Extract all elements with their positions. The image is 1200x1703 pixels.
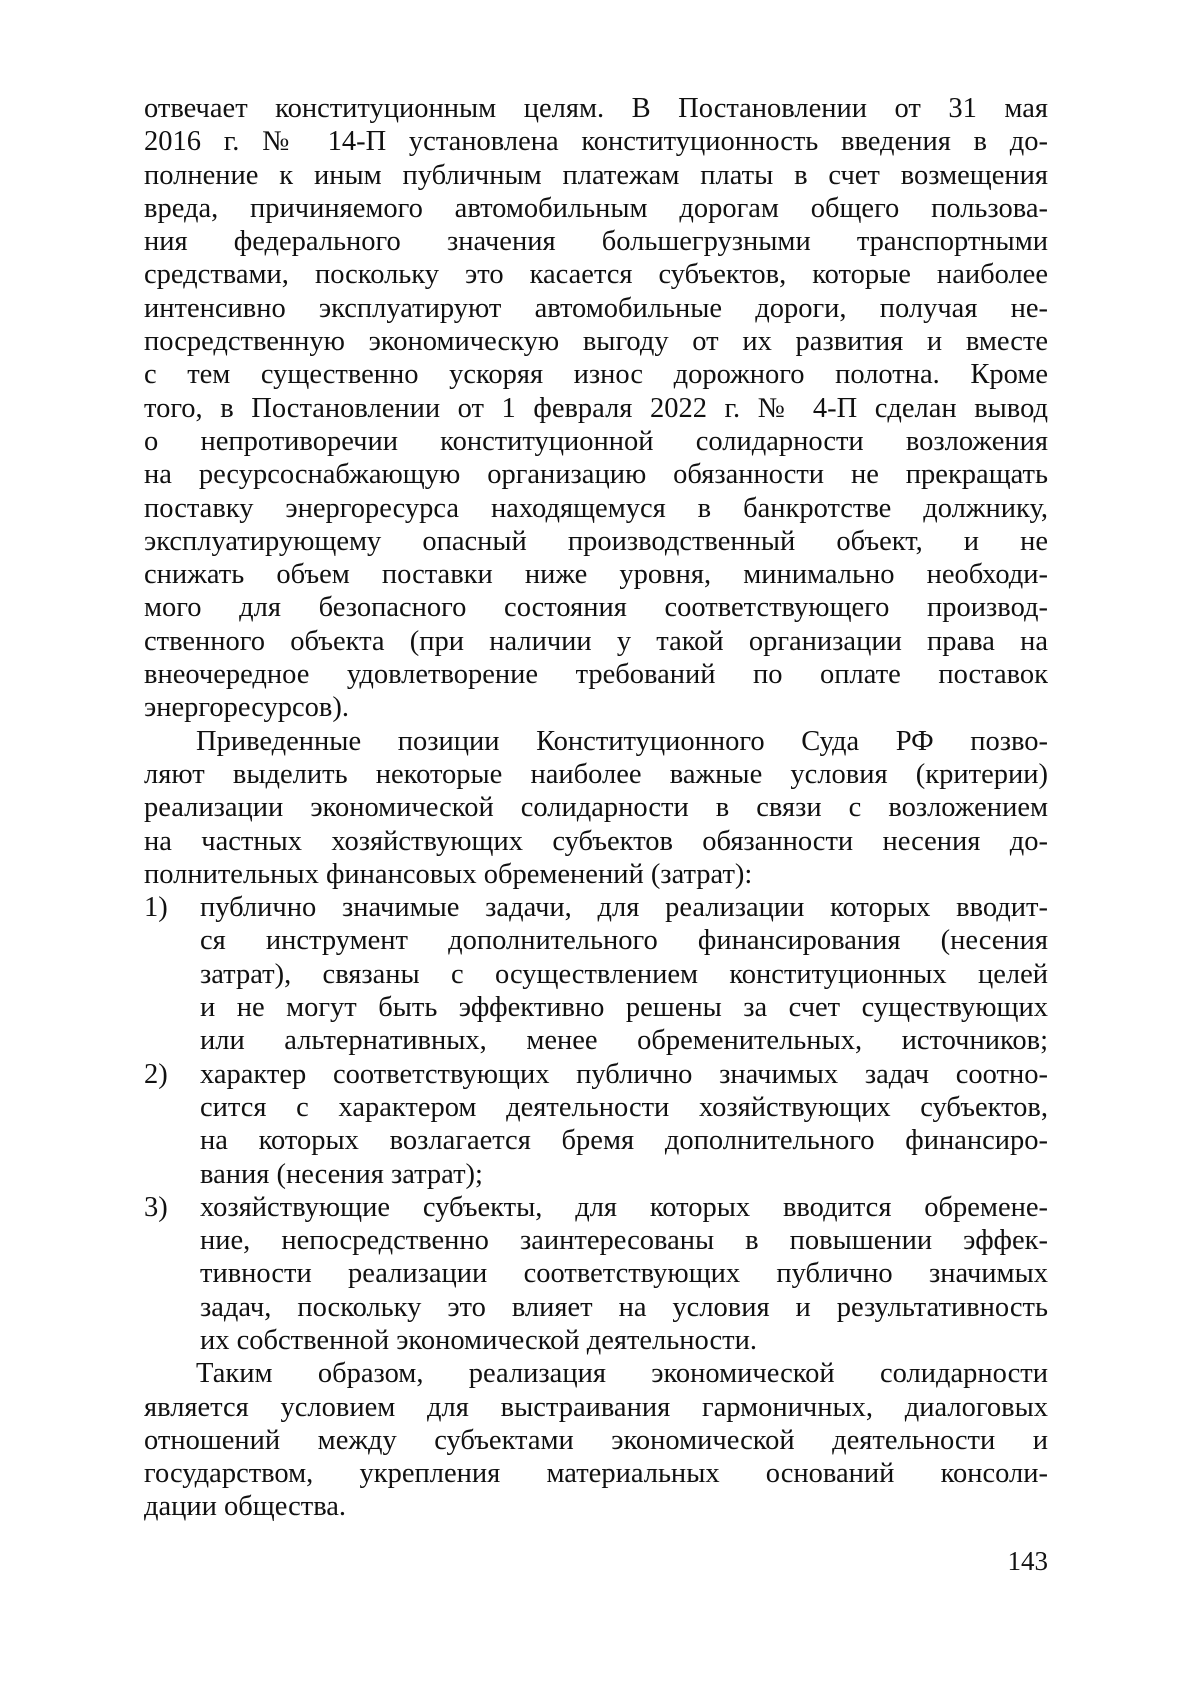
text-line: на ресурсоснабжающую организацию обязанности не прекращать (144, 458, 1048, 491)
list-number: 3) (144, 1191, 196, 1224)
text-line: интенсивно эксплуатируют автомобильные дороги, получая не- (144, 292, 1048, 325)
text-line: ся инструмент дополнительного финансирования (несения (200, 924, 1048, 957)
text-line: поставку энергоресурса находящемуся в банкротстве должнику, (144, 492, 1048, 525)
text-line: или альтернативных, менее обременительных, источников; (200, 1024, 1048, 1057)
text-line: того, в Постановлении от 1 февраля 2022 г. № 4-П сделан вывод (144, 392, 1048, 425)
text-line: и не могут быть эффективно решены за счет существующих (200, 991, 1048, 1024)
list-number: 2) (144, 1058, 196, 1091)
text-line: вания (несения затрат); (200, 1158, 1048, 1191)
text-line: снижать объем поставки ниже уровня, минимально необходи- (144, 558, 1048, 591)
text-line: энергоресурсов). (144, 691, 1048, 724)
text-line: является условием для выстраивания гармоничных, диалоговых (144, 1391, 1048, 1424)
text-line: государством, укрепления материальных оснований консоли- (144, 1457, 1048, 1490)
text-line: о непротиворечии конституционной солидарности возложения (144, 425, 1048, 458)
text-line: эксплуатирующему опасный производственный объект, и не (144, 525, 1048, 558)
text-line: полнительных финансовых обременений (затрат): (144, 858, 1048, 891)
text-line: отвечает конституционным целям. В Постановлении от 31 мая (144, 92, 1048, 125)
list-item-text (200, 1191, 1048, 1357)
text-line: затрат), связаны с осуществлением конституционных целей (200, 958, 1048, 991)
list-item-text (200, 891, 1048, 1057)
list-item-text (200, 1058, 1048, 1191)
text-line: тивности реализации соответствующих публично значимых (200, 1257, 1048, 1290)
text-line: сится с характером деятельности хозяйствующих субъектов, (200, 1091, 1048, 1124)
text-line: вреда, причиняемого автомобильным дорогам общего пользова- (144, 192, 1048, 225)
text-line: характер соответствующих публично значимых задач соотно- (200, 1058, 1048, 1091)
text-line: ственного объекта (при наличии у такой организации права на (144, 625, 1048, 658)
text-line: их собственной экономической деятельности. (200, 1324, 1048, 1357)
text-line: дации общества. (144, 1490, 1048, 1523)
text-line: на частных хозяйствующих субъектов обязанности несения до- (144, 825, 1048, 858)
text-line: внеочередное удовлетворение требований по оплате поставок (144, 658, 1048, 691)
text-line: 2016 г. № 14-П установлена конституционность введения в до- (144, 125, 1048, 158)
text-line: отношений между субъектами экономической деятельности и (144, 1424, 1048, 1457)
text-line: ние, непосредственно заинтересованы в повышении эффек- (200, 1224, 1048, 1257)
text-line: хозяйствующие субъекты, для которых вводится обремене- (200, 1191, 1048, 1224)
paragraph-2 (144, 725, 1048, 891)
text-line: ния федерального значения большегрузными транспортными (144, 225, 1048, 258)
list-number: 1) (144, 891, 196, 924)
text-line: с тем существенно ускоряя износ дорожного полотна. Кроме (144, 358, 1048, 391)
list-item-1 (144, 891, 1048, 1057)
text-line: посредственную экономическую выгоду от их развития и вместе (144, 325, 1048, 358)
text-line: средствами, поскольку это касается субъектов, которые наиболее (144, 258, 1048, 291)
text-line: Приведенные позиции Конституционного Суда РФ позво- (144, 725, 1048, 758)
list-item-2 (144, 1058, 1048, 1191)
paragraph-1 (144, 92, 1048, 725)
list-item-3 (144, 1191, 1048, 1357)
text-line: задач, поскольку это влияет на условия и результативность (200, 1291, 1048, 1324)
text-line: ляют выделить некоторые наиболее важные условия (критерии) (144, 758, 1048, 791)
page-number: 143 (1008, 1545, 1049, 1577)
paragraph-3 (144, 1357, 1048, 1523)
text-line: реализации экономической солидарности в связи с возложением (144, 791, 1048, 824)
text-line: Таким образом, реализация экономической солидарности (144, 1357, 1048, 1390)
text-line: публично значимые задачи, для реализации которых вводит- (200, 891, 1048, 924)
page-body (144, 92, 1048, 1524)
text-line: полнение к иным публичным платежам платы в счет возмещения (144, 159, 1048, 192)
text-line: на которых возлагается бремя дополнительного финансиро- (200, 1124, 1048, 1157)
text-line: мого для безопасного состояния соответствующего производ- (144, 591, 1048, 624)
